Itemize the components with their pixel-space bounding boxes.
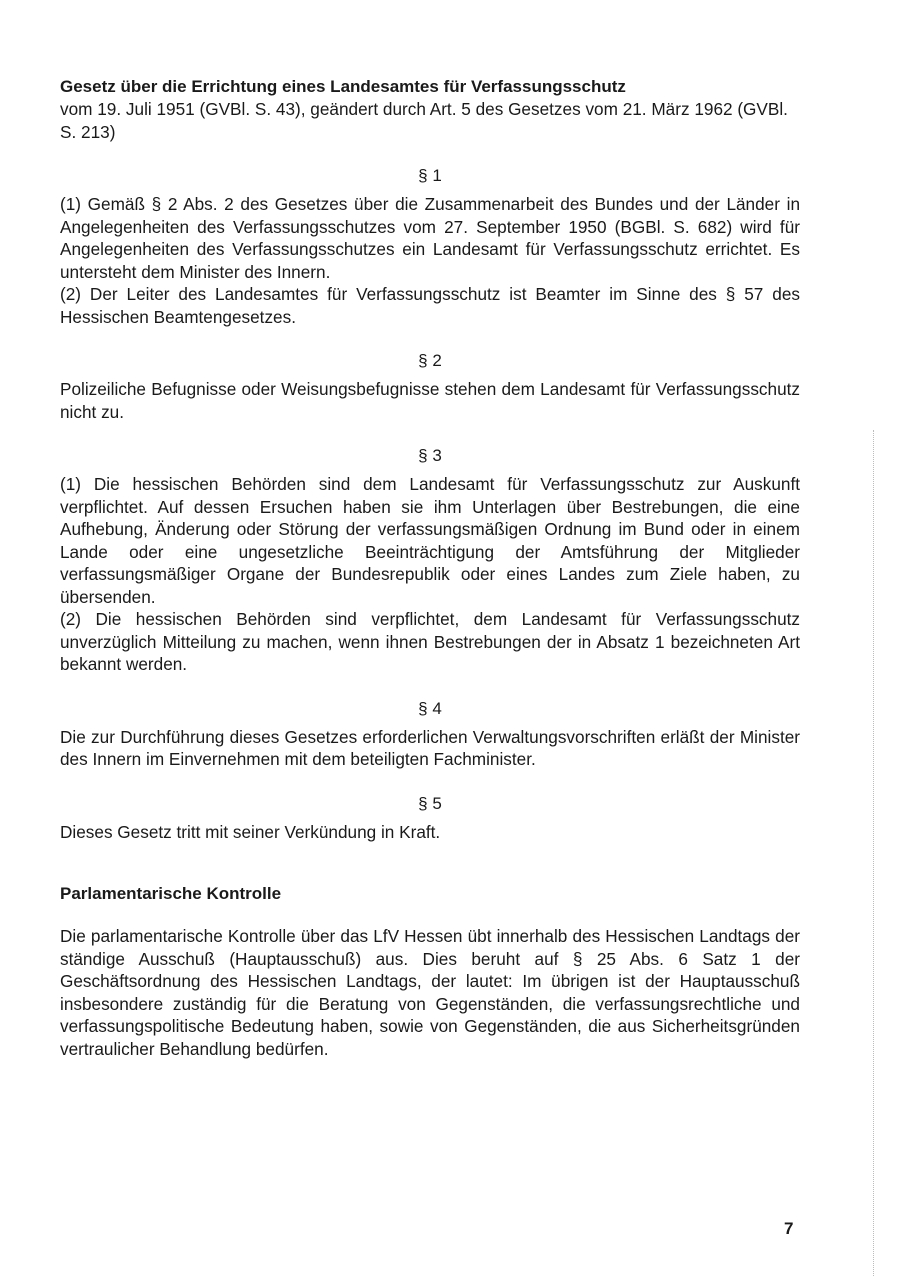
page-edge-line	[873, 430, 874, 1276]
section-3-paragraph-2: (2) Die hessischen Behörden sind verpflichtet, dem Landesamt für Verfassungsschutz unverzüglich Mitteilung zu machen, wenn ihnen Bestrebungen der in Absatz 1 bezeichneten Art bekannt werden.	[60, 609, 800, 674]
section-2-paragraph-1: Polizeiliche Befugnisse oder Weisungsbefugnisse stehen dem Landesamt für Verfassungsschutz nicht zu.	[60, 379, 800, 422]
section-3-heading: § 3	[418, 446, 442, 465]
section-5-heading: § 5	[418, 793, 442, 813]
page-number: 7	[784, 1219, 794, 1238]
section-4-heading: § 4	[418, 698, 442, 718]
section-5-paragraph-1: Dieses Gesetz tritt mit seiner Verkündung in Kraft.	[60, 821, 441, 842]
section-1-heading: § 1	[418, 166, 442, 185]
section-1-paragraph-1: (1) Gemäß § 2 Abs. 2 des Gesetzes über die Zusammenarbeit des Bundes und der Länder in Angelegenheiten des Verfassungsschutzes vom 27. September 1950 (BGBl. S. 682) wird für Angelegenheiten des Verfassungsschutzes ein Landesamt für Verfassungsschutz errichtet. Es untersteht dem Minister des Innern.	[60, 194, 800, 282]
section-1-paragraph-2: (2) Der Leiter des Landesamtes für Verfassungsschutz ist Beamter im Sinne des § 57 des Hessischen Beamtengesetzes.	[60, 284, 800, 327]
section-3-paragraph-1: (1) Die hessischen Behörden sind dem Landesamt für Verfassungsschutz zur Auskunft verpflichtet. Auf dessen Ersuchen haben sie ihm Unterlagen über Bestrebungen, die eine Aufhebung, Änderung oder Störung der verfassungsmäßigen Ordnung im Bund oder in einem Lande oder eine ungesetzliche Beeinträchtigung der Amtsführung der Mitglieder verfassungsmäßiger Organe der Bundesrepublik oder eines Landes zum Ziele haben, zu übersenden.	[60, 474, 800, 607]
control-heading: Parlamentarische Kontrolle	[60, 884, 282, 903]
law-subtitle: vom 19. Juli 1951 (GVBl. S. 43), geändert durch Art. 5 des Gesetzes vom 21. März 1962 (GVBl. S. 213)	[60, 99, 788, 142]
section-4-paragraph-1: Die zur Durchführung dieses Gesetzes erforderlichen Verwaltungsvorschriften erläßt der Minister des Innern im Einvernehmen mit dem beteiligten Fachminister.	[60, 726, 800, 769]
law-title: Gesetz über die Errichtung eines Landesamtes für Verfassungsschutz	[60, 77, 626, 96]
control-text: Die parlamentarische Kontrolle über das LfV Hessen übt innerhalb des Hessischen Landtags der ständige Ausschuß (Hauptausschuß) aus. Dies beruht auf § 25 Abs. 6 Satz 1 der Geschäftsordnung des Hessischen Landtags, der lautet: Im übrigen ist der Hauptausschuß insbesondere zuständig für die Beratung von Gegenständen, die verfassungsrechtliche und verfassungspolitische Bedeutung haben, sowie von Gegenständen, die aus Sicherheitsgründen vertraulicher Behandlung bedürfen.	[60, 926, 800, 1059]
section-2-heading: § 2	[418, 351, 442, 370]
document-page	[60, 76, 800, 1060]
